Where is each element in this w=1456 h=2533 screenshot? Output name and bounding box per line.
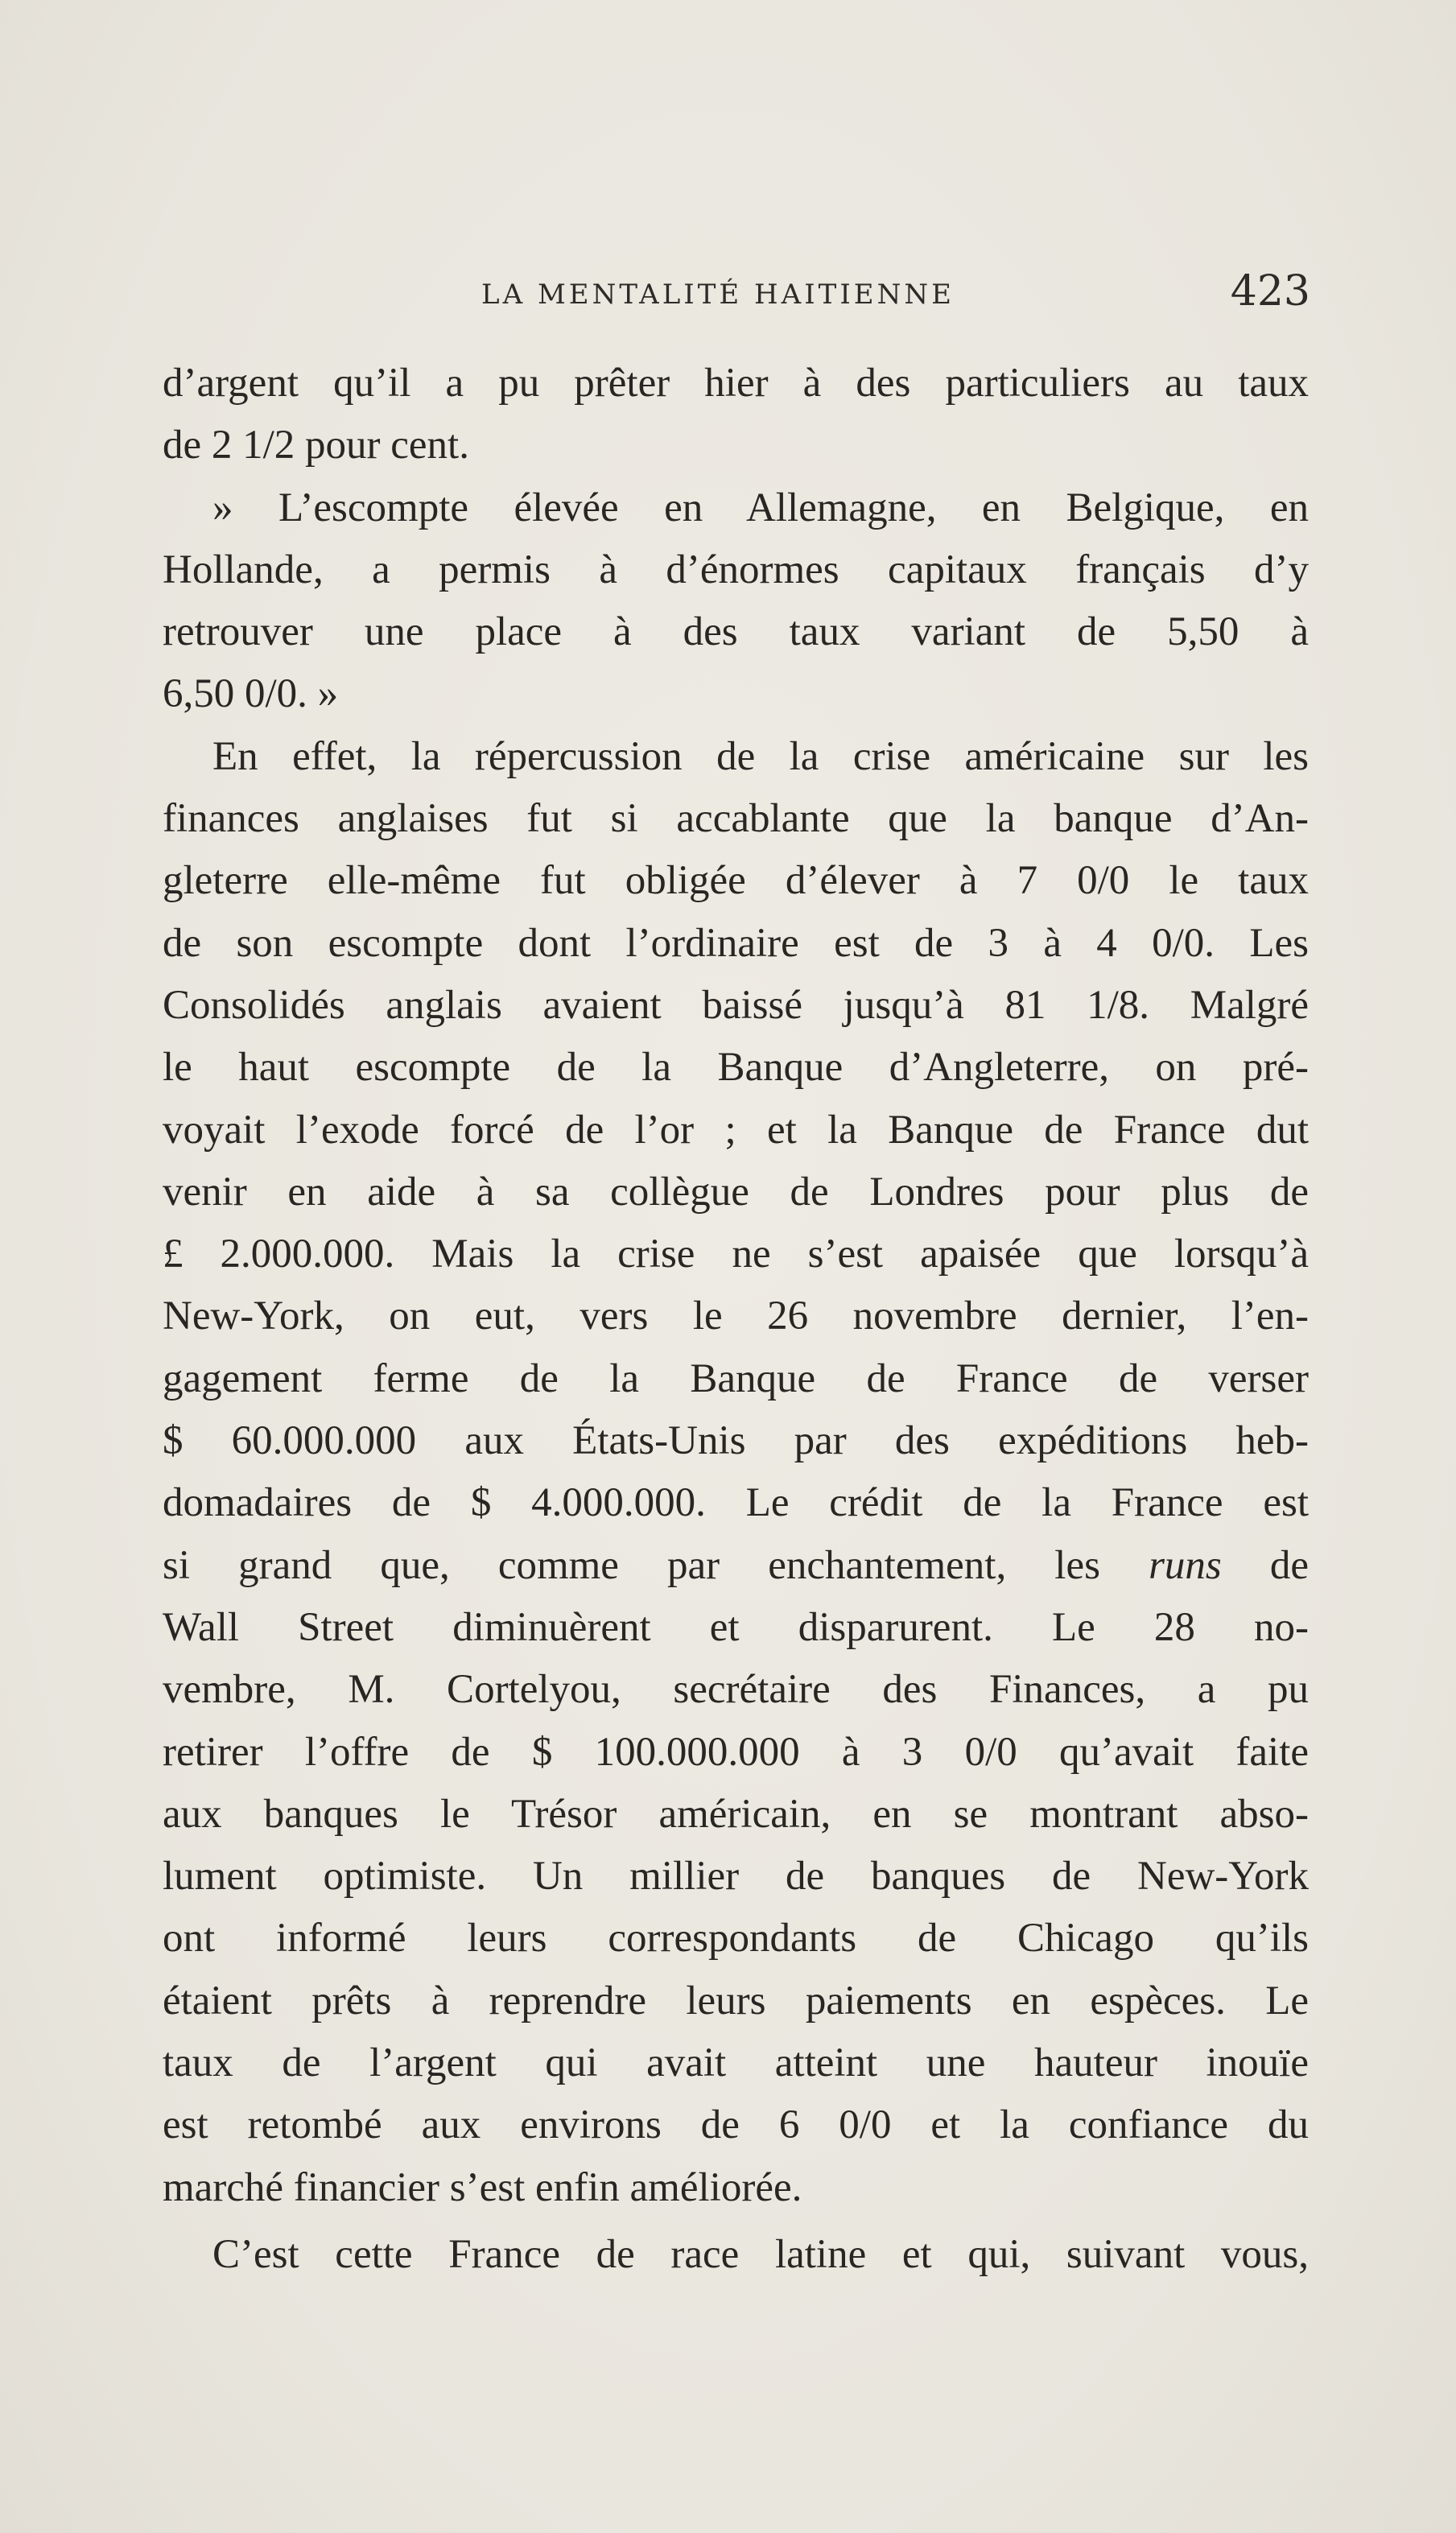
text-line: Hollande, a permis à d’énormes capitaux français d’y: [163, 547, 1309, 592]
text-line: retirer l’offre de $ 100.000.000 à 3 0/0 qu’avait faite: [163, 1729, 1309, 1775]
text-line: gleterre elle-même fut obligée d’élever à 7 0/0 le taux: [163, 858, 1309, 904]
text-line: taux de l’argent qui avait atteint une hauteur inouïe: [163, 2040, 1309, 2086]
text-line: £ 2.000.000. Mais la crise ne s’est apaisée que lorsqu’à: [163, 1231, 1309, 1277]
text-line: Wall Street diminuèrent et disparurent. Le 28 no-: [163, 1604, 1309, 1650]
text-line: C’est cette France de race latine et qui, suivant vous,: [212, 2231, 1309, 2277]
text-line: venir en aide à sa collègue de Londres pour plus de: [163, 1169, 1309, 1215]
text-line: voyait l’exode forcé de l’or ; et la Banque de France dut: [163, 1107, 1309, 1153]
text-line-end: de: [1269, 1542, 1309, 1588]
text-line: vembre, M. Cortelyou, secrétaire des Finances, a pu: [163, 1667, 1309, 1713]
text-line: gagement ferme de la Banque de France de verser: [163, 1355, 1309, 1401]
text-line: New-York, on eut, vers le 26 novembre dernier, l’en-: [163, 1293, 1309, 1339]
text-line: retrouver une place à des taux variant de 5,50 à: [163, 609, 1309, 655]
text-line: » L’escompte élevée en Allemagne, en Belgique, en: [212, 485, 1309, 530]
text-line: le haut escompte de la Banque d’Angleterre, on pré-: [163, 1045, 1309, 1091]
text-line-with-italic: [163, 1535, 1309, 1597]
page-number: 423: [1230, 267, 1310, 316]
running-title: LA MENTALITÉ HAITIENNE: [481, 278, 955, 311]
text-line: $ 60.000.000 aux États-Unis par des expéditions heb-: [163, 1418, 1309, 1464]
text-line: de 2 1/2 pour cent.: [163, 423, 469, 468]
text-line: Consolidés anglais avaient baissé jusqu’à 81 1/8. Malgré: [163, 982, 1309, 1028]
text-line: 6,50 0/0. »: [163, 671, 339, 717]
text-line: est retombé aux environs de 6 0/0 et la confiance du: [163, 2102, 1309, 2148]
text-line: marché financier s’est enfin améliorée.: [163, 2164, 802, 2210]
running-head: [161, 267, 1310, 324]
italic-word: runs: [1149, 1542, 1222, 1588]
text-line: d’argent qu’il a pu prêter hier à des particuliers au taux: [163, 361, 1309, 406]
text-line: étaient prêts à reprendre leurs paiements en espèces. Le: [163, 1978, 1309, 2024]
text-line: de son escompte dont l’ordinaire est de 3 à 4 0/0. Les: [163, 920, 1309, 966]
body-text: [163, 353, 1309, 2286]
text-line: En effet, la répercussion de la crise américaine sur les: [212, 733, 1309, 779]
text-line-start: si grand que, comme par enchantement, les: [163, 1542, 1100, 1588]
text-line: aux banques le Trésor américain, en se montrant abso-: [163, 1791, 1309, 1837]
text-line: domadaires de $ 4.000.000. Le crédit de la France est: [163, 1480, 1309, 1526]
text-line: finances anglaises fut si accablante que la banque d’An-: [163, 796, 1309, 842]
text-line: ont informé leurs correspondants de Chicago qu’ils: [163, 1916, 1309, 1962]
text-line: lument optimiste. Un millier de banques de New-York: [163, 1854, 1309, 1900]
